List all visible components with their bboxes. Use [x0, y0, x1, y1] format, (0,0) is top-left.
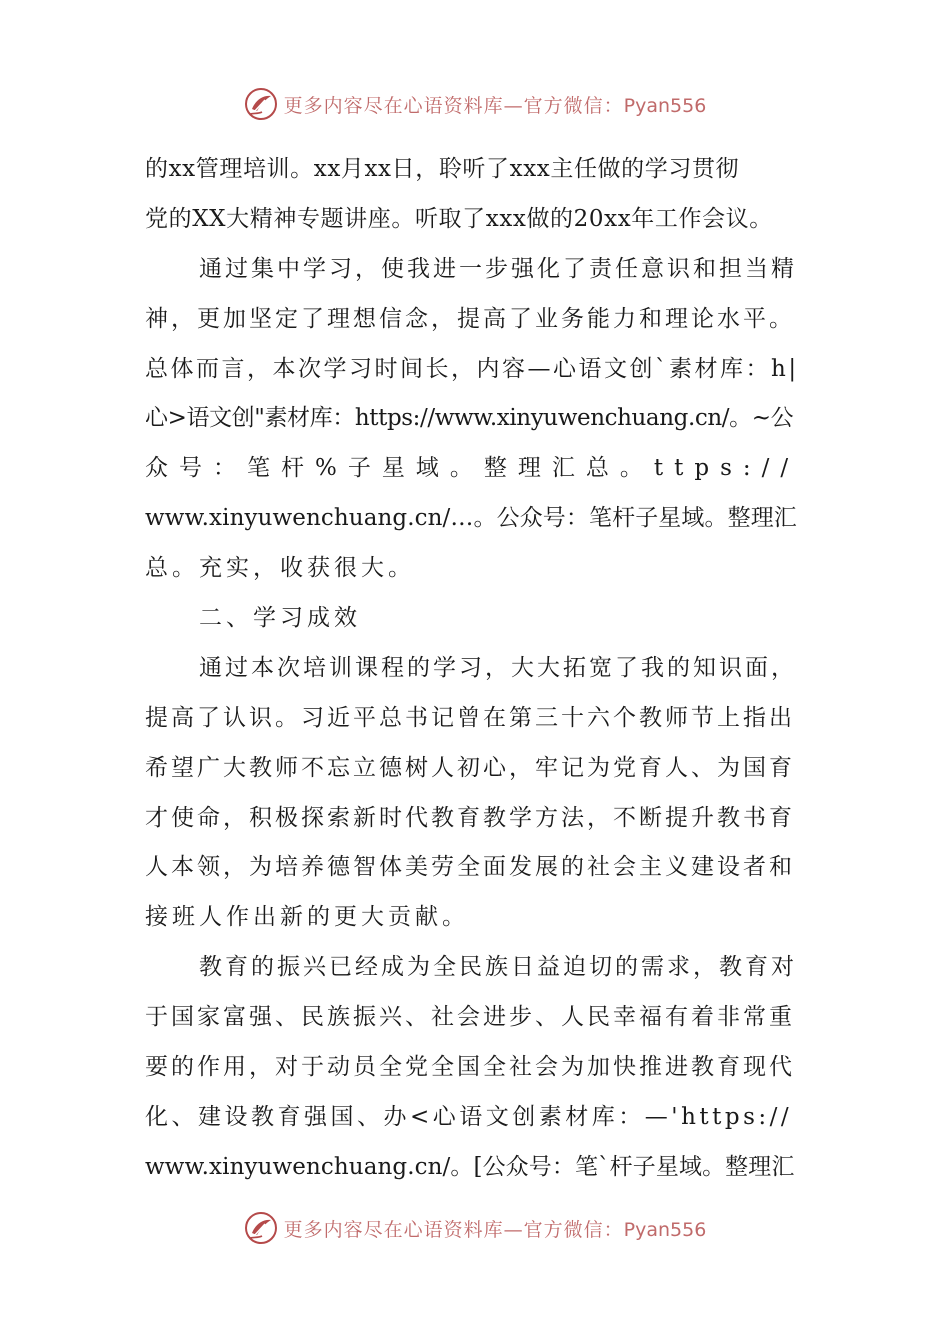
text-line: 人本领，为培养德智体美劳全面发展的社会主义建设者和: [145, 854, 795, 881]
text-line: 要的作用，对于动员全党全国全社会为加快推进教育现代: [145, 1054, 795, 1081]
paragraph-first-line: 通过集中学习，使我进一步强化了责任意识和担当精: [199, 255, 797, 282]
text-line: 的xx管理培训。xx月xx日，聆听了xxx主任做的学习贯彻: [145, 156, 740, 182]
text-line: 总体而言，本次学习时间长，内容—心语文创`素材库：h|: [145, 355, 799, 382]
pen-logo-icon: [244, 1211, 278, 1245]
text-line: 才使命，积极探索新时代教育教学方法，不断提升教书育: [145, 804, 795, 831]
footer-banner-text: [284, 1215, 707, 1242]
footer-banner-wechat-id: Pyan556: [623, 1218, 707, 1241]
text-line: 党的XX大精神专题讲座。听取了xxx做的20xx年工作会议。: [145, 205, 773, 232]
document-body: [145, 145, 805, 1193]
footer-banner: [0, 1208, 950, 1248]
text-line: 化、建设教育强国、办<心语文创素材库：—'https://: [145, 1103, 793, 1130]
text-line: 接班人作出新的更大贡献。: [145, 904, 469, 931]
pen-logo-icon: [244, 87, 278, 121]
section-heading: 二、学习成效: [199, 605, 361, 632]
text-line: 神，更加坚定了理想信念，提高了业务能力和理论水平。: [145, 305, 795, 332]
text-line: 提高了认识。习近平总书记曾在第三十六个教师节上指出: [145, 704, 795, 731]
paragraph-first-line: 通过本次培训课程的学习，大大拓宽了我的知识面，: [199, 654, 797, 681]
text-line: www.xinyuwenchuang.cn/…。公众号：笔杆子星域。整理汇: [145, 505, 797, 532]
text-line: www.xinyuwenchuang.cn/。[公众号：笔`杆子星域。整理汇: [145, 1153, 795, 1180]
text-line: 于国家富强、民族振兴、社会进步、人民幸福有着非常重: [145, 1004, 795, 1031]
header-banner-text: [284, 91, 707, 118]
text-line: 总。充实，收获很大。: [145, 555, 415, 582]
footer-banner-cn: 更多内容尽在心语资料库—官方微信：: [283, 1218, 624, 1241]
paragraph-first-line: 教育的振兴已经成为全民族日益迫切的需求，教育对: [199, 954, 797, 981]
text-line: 众号：笔杆%子星域。整理汇总。ttps://: [145, 455, 800, 482]
header-banner-wechat-id: Pyan556: [623, 94, 707, 117]
header-banner: [0, 84, 950, 124]
text-line: 希望广大教师不忘立德树人初心，牢记为党育人、为国育: [145, 754, 795, 781]
text-line: 心>语文创"素材库：https://www.xinyuwenchuang.cn/。~公: [145, 405, 794, 432]
header-banner-cn: 更多内容尽在心语资料库—官方微信：: [283, 94, 624, 117]
